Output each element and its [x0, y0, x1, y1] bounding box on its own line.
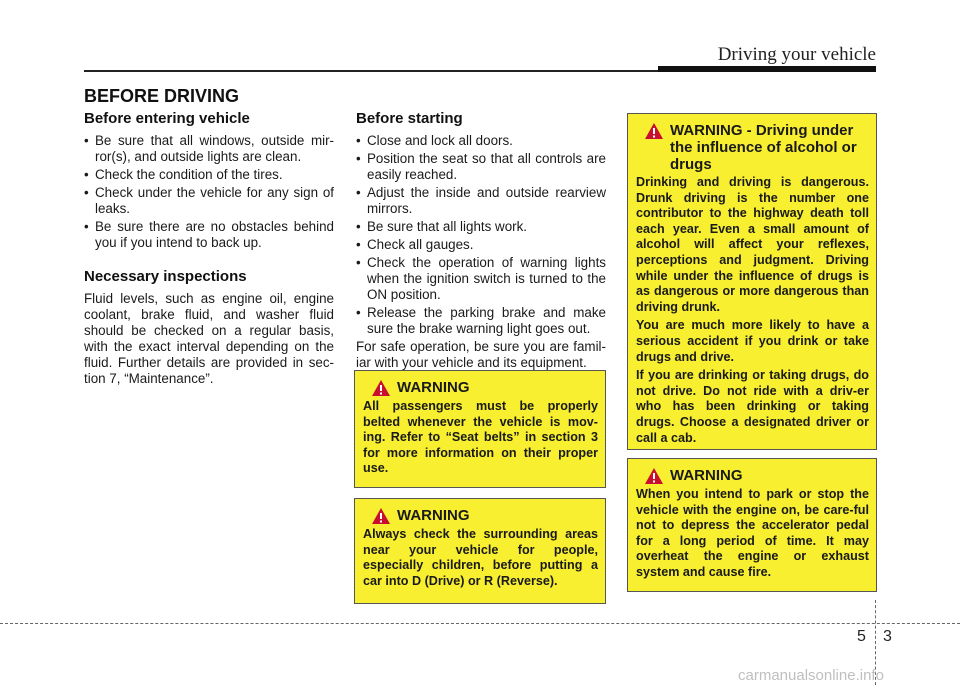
before-starting-heading: Before starting: [356, 110, 463, 127]
watermark: carmanualsonline.info: [738, 667, 884, 684]
bullet-icon: •: [84, 167, 89, 182]
bullet-icon: •: [84, 185, 89, 200]
warning-text: When you intend to park or stop the vehicle with the engine on, be care-ful not to depress the accelerator pedal for a long period of time. It may overheat the engine or exhaust system and cause fire.: [636, 487, 869, 579]
list-item: • Check under the vehicle for any sign of leaks.: [84, 185, 334, 216]
warning-box-seat-belts: [354, 370, 606, 488]
warning-text: You are much more likely to have a serious accident if you drink or take drugs and drive.: [636, 318, 869, 364]
bullet-icon: •: [356, 151, 361, 166]
list-item: • Adjust the inside and outside rearview mirrors.: [356, 185, 606, 216]
chapter-title: Driving your vehicle: [717, 44, 876, 65]
warning-triangle-icon: [371, 507, 391, 525]
warning-title: WARNING: [397, 507, 470, 524]
bullet-icon: •: [356, 237, 361, 252]
bullet-icon: •: [356, 133, 361, 148]
section-title: BEFORE DRIVING: [84, 86, 240, 106]
warning-triangle-icon: [644, 122, 664, 140]
list-item: • Check the operation of warning lights when the ignition switch is turned to the ON position.: [356, 255, 606, 302]
warning-subtitle: - Driving under the influence of alcohol or drugs: [670, 122, 857, 173]
list-item: • Check the condition of the tires.: [84, 167, 283, 182]
warning-text: Drinking and driving is dangerous. Drunk driving is the number one contributor to the highway death toll each year. Even a small amount of alcohol will affect your reflexes, perceptions and judgment. Driving while under the influence of drugs is as dangerous or more dangerous than driving drunk.: [636, 175, 869, 314]
list-item: • Be sure there are no obstacles behind you if you intend to back up.: [84, 219, 334, 250]
warning-box-surroundings: [354, 498, 606, 604]
list-item: • Be sure that all windows, outside mir-ror(s), and outside lights are clean.: [84, 133, 334, 164]
bullet-icon: •: [356, 305, 361, 320]
list-item: • Close and lock all doors.: [356, 133, 513, 148]
page-number: 3: [883, 628, 892, 645]
necessary-inspections-body: Fluid levels, such as engine oil, engine coolant, brake fluid, and washer fluid should be checked on a regular basis, with the exact interval depending on the fluid. Further details are provided in sec-tion 7, “Maintenance”.: [84, 291, 334, 386]
bullet-icon: •: [356, 255, 361, 270]
warning-text: Always check the surrounding areas near your vehicle for people, especially children, before putting a car into D (Drive) or R (Reverse).: [363, 527, 598, 588]
middle-column: [356, 111, 606, 371]
header-rule-accent: [658, 66, 876, 72]
before-starting-list: [356, 133, 606, 337]
bullet-icon: •: [84, 219, 89, 234]
list-item: • Be sure that all lights work.: [356, 219, 528, 234]
warning-triangle-icon: [644, 467, 664, 485]
warning-title: WARNING: [397, 379, 470, 396]
necessary-inspections-heading: Necessary inspections: [84, 268, 247, 285]
warning-box-alcohol-drugs: [627, 113, 877, 450]
bullet-icon: •: [84, 133, 89, 148]
list-item: • Release the parking brake and make sure the brake warning light goes out.: [356, 305, 606, 336]
before-entering-list: [84, 133, 334, 251]
warning-title: WARNING: [670, 467, 743, 484]
warning-title: WARNING - Driving under the influence of alcohol or drugs: [670, 122, 857, 173]
chapter-number: 5: [857, 628, 866, 645]
warning-text: All passengers must be properly belted whenever the vehicle is mov-ing. Refer to “Seat belts” in section 3 for more information on their proper use.: [363, 399, 598, 476]
bullet-icon: •: [356, 185, 361, 200]
list-item: • Position the seat so that all controls are easily reached.: [356, 151, 606, 182]
before-entering-heading: Before entering vehicle: [84, 110, 250, 127]
left-column: [84, 111, 334, 387]
warning-text: If you are drinking or taking drugs, do not drive. Do not ride with a driv-er who has been drinking or taking drugs. Choose a designated driver or call a cab.: [636, 368, 869, 445]
bullet-icon: •: [356, 219, 361, 234]
before-starting-footer: For safe operation, be sure you are famil-iar with your vehicle and its equipment.: [356, 339, 606, 370]
footer-rule: [0, 623, 960, 624]
warning-triangle-icon: [371, 379, 391, 397]
list-item: • Check all gauges.: [356, 237, 474, 252]
warning-box-engine-overheat: [627, 458, 877, 592]
